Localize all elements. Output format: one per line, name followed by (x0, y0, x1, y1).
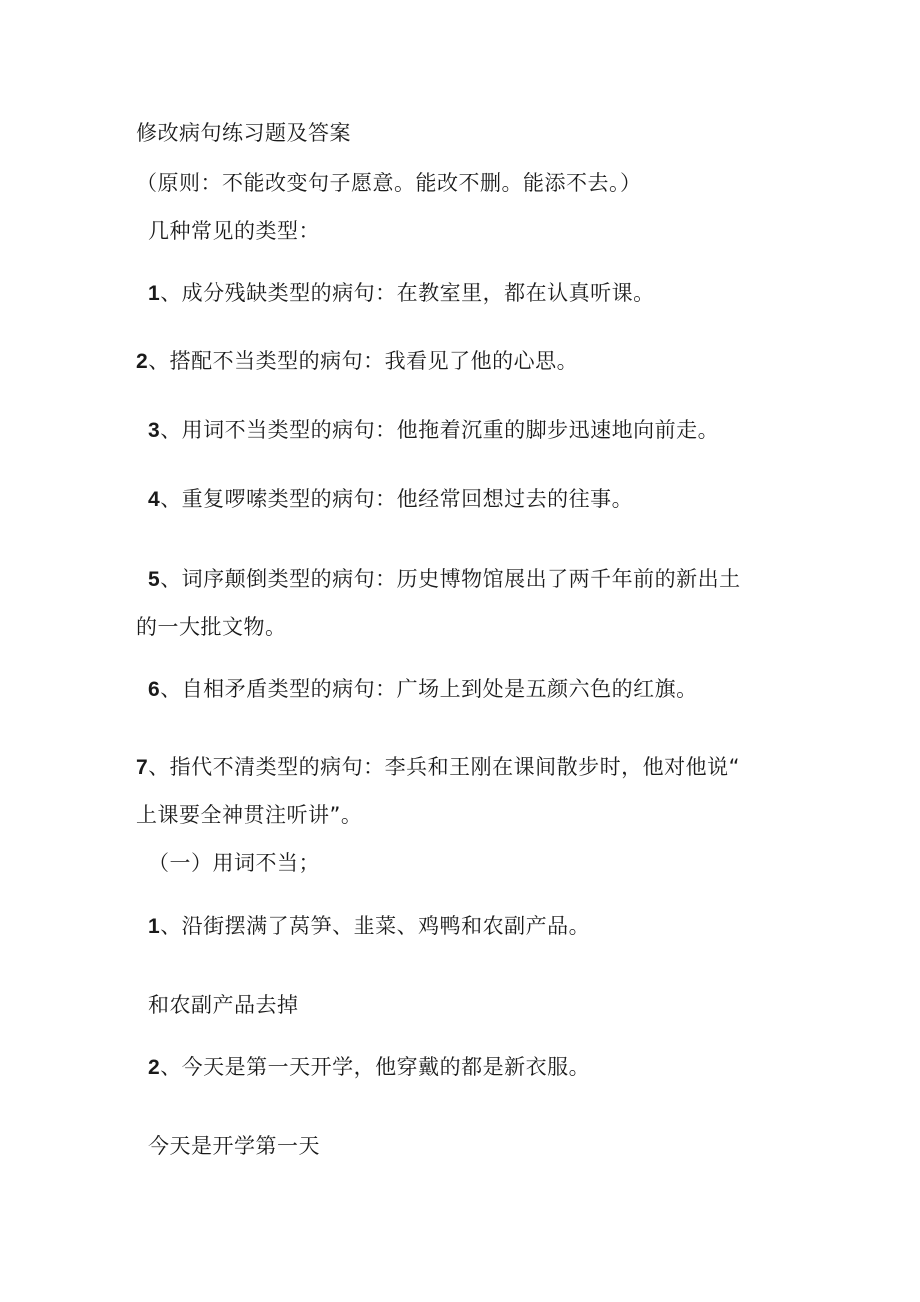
type-text: 、指代不清类型的病句：李兵和王刚在课间散步时，他对他说“ (148, 755, 741, 779)
section-heading: （一）用词不当； (148, 851, 320, 875)
type-number: 5 (148, 568, 161, 591)
type-number: 1 (148, 282, 161, 305)
exercise-answer: 和农副产品去掉 (148, 993, 299, 1017)
type-item (148, 417, 719, 444)
type-number: 3 (148, 419, 161, 442)
exercise-item (148, 913, 590, 940)
type-text: 、搭配不当类型的病句：我看见了他的心思。 (148, 349, 579, 373)
types-heading: 几种常见的类型： (148, 219, 320, 243)
type-text-continuation: 上课要全神贯注听讲”。 (136, 803, 363, 827)
type-text: 、自相矛盾类型的病句：广场上到处是五颜六色的红旗。 (160, 677, 698, 701)
exercise-number: 2 (148, 1056, 161, 1079)
type-item (148, 486, 633, 513)
type-item (136, 754, 740, 781)
type-text-continuation: 的一大批文物。 (136, 615, 287, 639)
type-text: 、词序颠倒类型的病句：历史博物馆展出了两千年前的新出土 (160, 567, 741, 591)
type-number: 4 (148, 488, 161, 511)
exercise-text: 、今天是第一天开学，他穿戴的都是新衣服。 (160, 1055, 591, 1079)
principle-note: （原则：不能改变句子愿意。能改不删。能添不去。） (136, 171, 642, 195)
type-number: 7 (136, 756, 149, 779)
type-item (148, 280, 655, 307)
type-text: 、用词不当类型的病句：他拖着沉重的脚步迅速地向前走。 (160, 418, 720, 442)
type-number: 2 (136, 350, 149, 373)
type-text: 、成分残缺类型的病句：在教室里，都在认真听课。 (160, 281, 655, 305)
type-item (136, 348, 578, 375)
exercise-item (148, 1054, 590, 1081)
type-text: 、重复啰嗦类型的病句：他经常回想过去的往事。 (160, 487, 634, 511)
type-item (148, 676, 698, 703)
type-item (148, 566, 741, 593)
document-title: 修改病句练习题及答案 (136, 121, 351, 145)
type-number: 6 (148, 678, 161, 701)
exercise-number: 1 (148, 915, 161, 938)
exercise-answer: 今天是开学第一天 (148, 1134, 320, 1158)
exercise-text: 、沿街摆满了莴笋、韭菜、鸡鸭和农副产品。 (160, 914, 591, 938)
